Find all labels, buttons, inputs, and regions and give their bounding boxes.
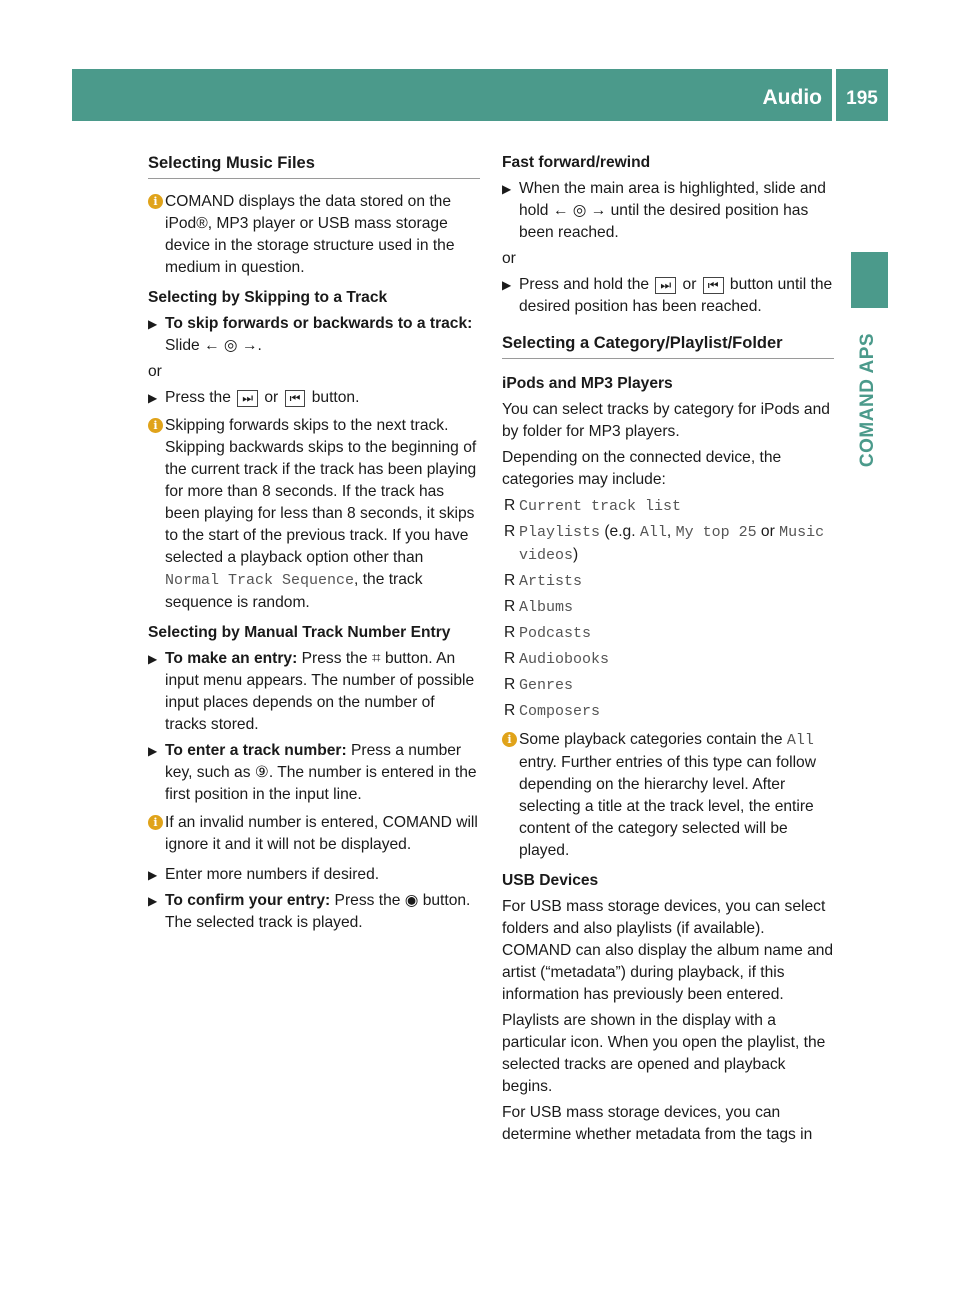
- step-arrow-icon: ▶: [148, 652, 158, 666]
- previous-track-icon: ⏮: [703, 277, 724, 294]
- next-track-icon: ⏭: [655, 277, 676, 294]
- step-text: Press the ◉ button. The selected track is played.: [165, 892, 471, 931]
- step-text: Press and hold the: [519, 276, 650, 293]
- step-press-buttons: [148, 387, 480, 409]
- category-name: My top 25: [675, 524, 757, 541]
- previous-track-icon: ⏮: [285, 390, 306, 407]
- info-text: If an invalid number is entered, COMAND will ignore it and it will not be displayed.: [165, 814, 478, 853]
- category-name: Current track list: [519, 498, 682, 515]
- text: ,: [666, 523, 676, 540]
- paragraph: You can select tracks by category for iPods and by folder for MP3 players.: [502, 401, 830, 440]
- bullet-icon: R: [504, 624, 516, 641]
- paragraph: Depending on the connected device, the categories may include:: [502, 449, 782, 488]
- category-name: All: [639, 524, 667, 541]
- step-text: or: [682, 276, 697, 293]
- list-item: [502, 622, 834, 645]
- category-name: Albums: [519, 599, 574, 616]
- or-text: or: [502, 250, 516, 267]
- step-bold: To confirm your entry:: [165, 892, 331, 909]
- step-text: Press a number key, such as ⑨. The number is entered in the first position in the input line.: [165, 742, 477, 803]
- left-column: [148, 152, 480, 938]
- step-arrow-icon: ▶: [502, 182, 512, 196]
- step-bold: To skip forwards or backwards to a track:: [165, 315, 473, 332]
- bullet-icon: R: [504, 676, 516, 693]
- heading-manual-entry: Selecting by Manual Track Number Entry: [148, 624, 451, 641]
- step-press-hold: [502, 274, 834, 318]
- list-item: [502, 596, 834, 619]
- step-confirm: [148, 890, 480, 934]
- step-arrow-icon: ▶: [148, 391, 158, 405]
- bullet-icon: R: [504, 572, 516, 589]
- info-note: [148, 191, 480, 279]
- right-column: [502, 152, 834, 1150]
- text: (e.g.: [600, 523, 640, 540]
- list-item: [502, 700, 834, 723]
- list-item: [502, 570, 834, 593]
- step-arrow-icon: ▶: [148, 868, 158, 882]
- step-skip: [148, 313, 480, 357]
- step-more-numbers: [148, 864, 480, 886]
- step-bold: To make an entry:: [165, 650, 298, 667]
- heading-category: Selecting a Category/Playlist/Folder: [502, 332, 834, 359]
- list-item: [502, 521, 834, 567]
- info-icon: i: [502, 732, 517, 747]
- chapter-label: COMAND APS: [857, 332, 878, 468]
- category-name: Podcasts: [519, 625, 592, 642]
- paragraph: Playlists are shown in the display with a particular icon. When you open the playlist, the selected tracks are opened and playback begins.: [502, 1012, 826, 1095]
- category-name: Music videos: [519, 524, 825, 564]
- heading-skipping: Selecting by Skipping to a Track: [148, 289, 388, 306]
- info-icon: i: [148, 194, 163, 209]
- category-name: Composers: [519, 703, 601, 720]
- heading-usb: USB Devices: [502, 872, 599, 889]
- paragraph: For USB mass storage devices, you can determine whether metadata from the tags in: [502, 1104, 813, 1143]
- step-text: or: [264, 389, 279, 406]
- category-name: Playlists: [519, 524, 601, 541]
- step-arrow-icon: ▶: [148, 894, 158, 908]
- text: or: [756, 523, 780, 540]
- category-name: Audiobooks: [519, 651, 610, 668]
- list-item: [502, 674, 834, 697]
- bullet-icon: R: [504, 598, 516, 615]
- info-icon: i: [148, 418, 163, 433]
- bullet-icon: R: [504, 650, 516, 667]
- step-text: button.: [311, 389, 360, 406]
- side-tab: [851, 252, 888, 308]
- heading-selecting-music-files: Selecting Music Files: [148, 152, 480, 179]
- bullet-icon: R: [504, 523, 516, 540]
- text: ): [573, 546, 579, 563]
- info-note: [148, 415, 480, 614]
- bullet-icon: R: [504, 702, 516, 719]
- heading-ipods: iPods and MP3 Players: [502, 375, 673, 392]
- header-bar: [72, 69, 832, 121]
- next-track-icon: ⏭: [237, 390, 258, 407]
- mono-text: Normal Track Sequence: [165, 572, 355, 589]
- category-name: Artists: [519, 573, 583, 590]
- category-name: Genres: [519, 677, 574, 694]
- paragraph: For USB mass storage devices, you can select folders and also playlists (if available). COMAND can also display the album name and artist (“metadata”) during playback, if this information has previously been entered.: [502, 898, 834, 1003]
- bullet-icon: R: [504, 497, 516, 514]
- mono-text: All: [786, 732, 814, 749]
- info-text: , the track sequence is random.: [165, 571, 423, 611]
- step-arrow-icon: ▶: [148, 317, 158, 331]
- step-text: When the main area is highlighted, slide and hold ← ◎ → until the desired position has been reached.: [519, 180, 826, 241]
- step-text: Press the: [165, 389, 231, 406]
- info-note: [148, 812, 480, 856]
- info-note: [502, 729, 834, 862]
- section-title: Audio: [762, 86, 822, 109]
- step-text: Press the ⌗ button. An input menu appears. The number of possible input places depends on the number of tracks stored.: [165, 650, 475, 733]
- page-number: 195: [846, 88, 878, 109]
- step-arrow-icon: ▶: [148, 744, 158, 758]
- heading-fast-forward: Fast forward/rewind: [502, 154, 651, 171]
- list-item: [502, 648, 834, 671]
- step-arrow-icon: ▶: [502, 278, 512, 292]
- step-text: button until the desired position has been reached.: [519, 276, 833, 315]
- step-bold: To enter a track number:: [165, 742, 347, 759]
- info-text: entry. Further entries of this type can follow depending on the hierarchy level. After selecting a title at the track level, the entire content of the category selected will be played.: [519, 754, 816, 859]
- step-make-entry: [148, 648, 480, 736]
- step-enter-number: [148, 740, 480, 806]
- step-text: Slide ← ◎ →.: [165, 337, 262, 354]
- info-text: COMAND displays the data stored on the iPod®, MP3 player or USB mass storage device in the storage structure used in the medium in question.: [165, 193, 455, 276]
- or-text: or: [148, 363, 162, 380]
- info-icon: i: [148, 815, 163, 830]
- step-slide-hold: [502, 178, 834, 244]
- list-item: [502, 495, 834, 518]
- info-text: Skipping forwards skips to the next track. Skipping backwards skips to the beginning of the current track if the track has been playing for more than 8 seconds. If the track has been playing for less than 8 seconds, it skips to the start of the previous track. If you have selected a playback option other than: [165, 417, 477, 566]
- step-text: Enter more numbers if desired.: [165, 866, 380, 883]
- info-text: Some playback categories contain the: [519, 731, 783, 748]
